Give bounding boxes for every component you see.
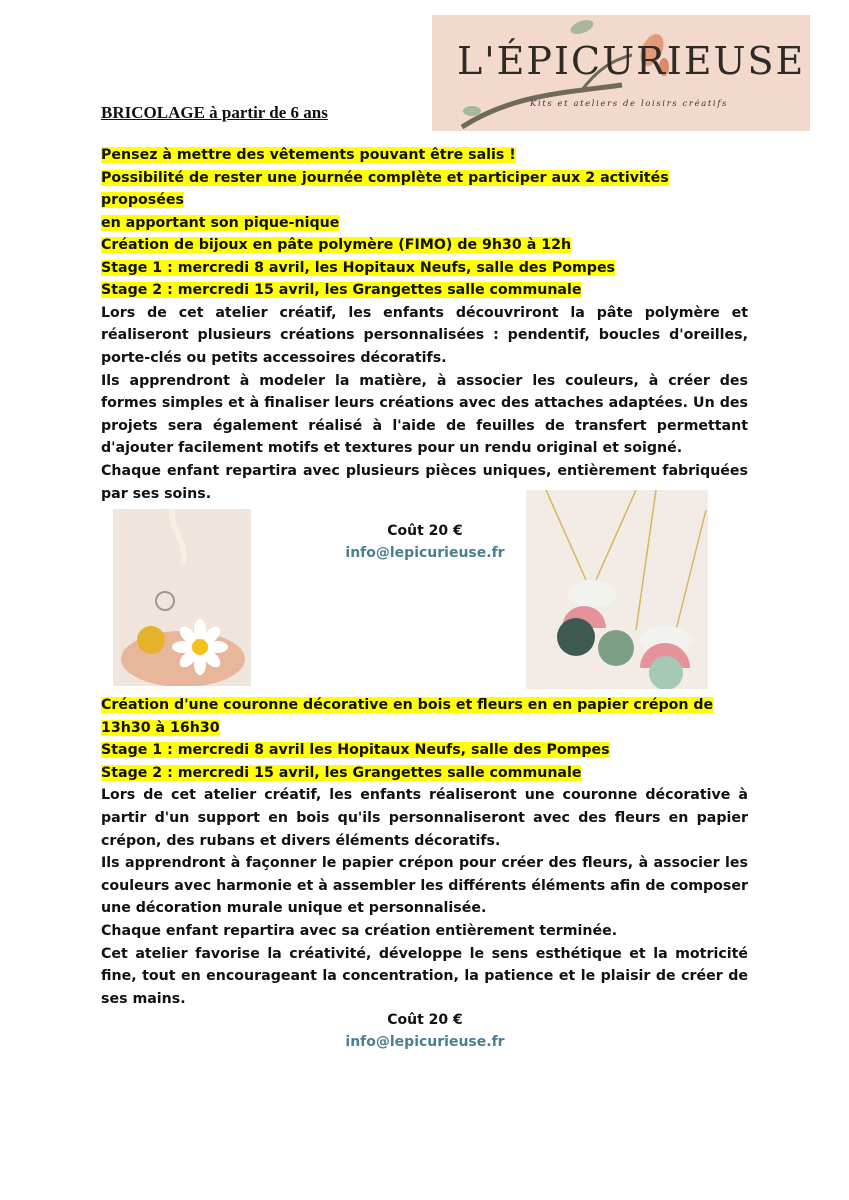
activity2-paragraph-2: Ils apprendront à façonner le papier crépon pour créer des fleurs, à associer les couleurs avec harmonie et à assembler les différents éléments afin de composer une décoration murale unique et personnalisée. [101, 855, 748, 917]
activity2-title: Création d'une couronne décorative en bois et fleurs en en papier crépon de 13h30 à 16h30 [101, 697, 714, 736]
necklace-photo [526, 490, 708, 689]
keychain-photo [113, 509, 251, 686]
activity1-email-link[interactable]: info@lepicurieuse.fr [345, 545, 505, 561]
activity2-block [101, 694, 748, 1010]
notice-line-1: Pensez à mettre des vêtements pouvant être salis ! [101, 147, 516, 163]
activity2-paragraph-1: Lors de cet atelier créatif, les enfants réaliseront une couronne décorative à partir d'un support en bois qu'ils personnaliseront avec des fleurs en papier crépon, des rubans et divers éléments décoratifs. [101, 787, 748, 849]
activity2-stage1: Stage 1 : mercredi 8 avril les Hopitaux Neufs, salle des Pompes [101, 742, 610, 759]
activity1-stage1: Stage 1 : mercredi 8 avril, les Hopitaux Neufs, salle des Pompes [101, 259, 616, 276]
notice-line-3: en apportant son pique-nique [101, 214, 340, 231]
notice-line-2: Possibilité de rester une journée complète et participer aux 2 activités proposées [101, 169, 669, 209]
logo-subtitle: Kits et ateliers de loisirs créatifs [530, 99, 728, 109]
notice-block [101, 144, 748, 234]
activity1-paragraph-2: Ils apprendront à modeler la matière, à associer les couleurs, à créer des formes simples et à finaliser leurs créations avec des attaches adaptées. Un des projets sera également réalisé à l'aide de feuilles de transfert permettant d'ajouter facilement motifs et textures pour un rendu original et soigné. [101, 372, 748, 457]
activity1-price: Coût 20 € [387, 523, 463, 539]
activity1-paragraph-1: Lors de cet atelier créatif, les enfants découvriront la pâte polymère et réaliseront plusieurs créations personnalisées : pendentif, boucles d'oreilles, porte-clés ou petits accessoires décoratifs. [101, 304, 748, 366]
activity2-paragraph-4: Cet atelier favorise la créativité, développe le sens esthétique et la motricité fine, tout en encourageant la concentration, la patience et le plaisir de créer de ses mains. [101, 945, 748, 1007]
activity1-paragraph-3: Chaque enfant repartira avec plusieurs pièces uniques, entièrement fabriquées par ses soins. [101, 462, 748, 502]
activity1-title: Création de bijoux en pâte polymère (FIMO) de 9h30 à 12h [101, 237, 572, 253]
activity2-stage2: Stage 2 : mercredi 15 avril, les Grangettes salle communale [101, 764, 582, 781]
activity1-stage2: Stage 2 : mercredi 15 avril, les Grangettes salle communale [101, 282, 582, 299]
activity2-email-link[interactable]: info@lepicurieuse.fr [345, 1034, 505, 1050]
activity2-price: Coût 20 € [387, 1012, 463, 1028]
activity2-paragraph-3: Chaque enfant repartira avec sa création entièrement terminée. [101, 922, 618, 939]
activity1-block [101, 234, 748, 505]
brand-logo [432, 15, 810, 131]
logo-title: L'ÉPICURIEUSE [457, 39, 806, 83]
page-title: BRICOLAGE à partir de 6 ans [101, 103, 328, 122]
